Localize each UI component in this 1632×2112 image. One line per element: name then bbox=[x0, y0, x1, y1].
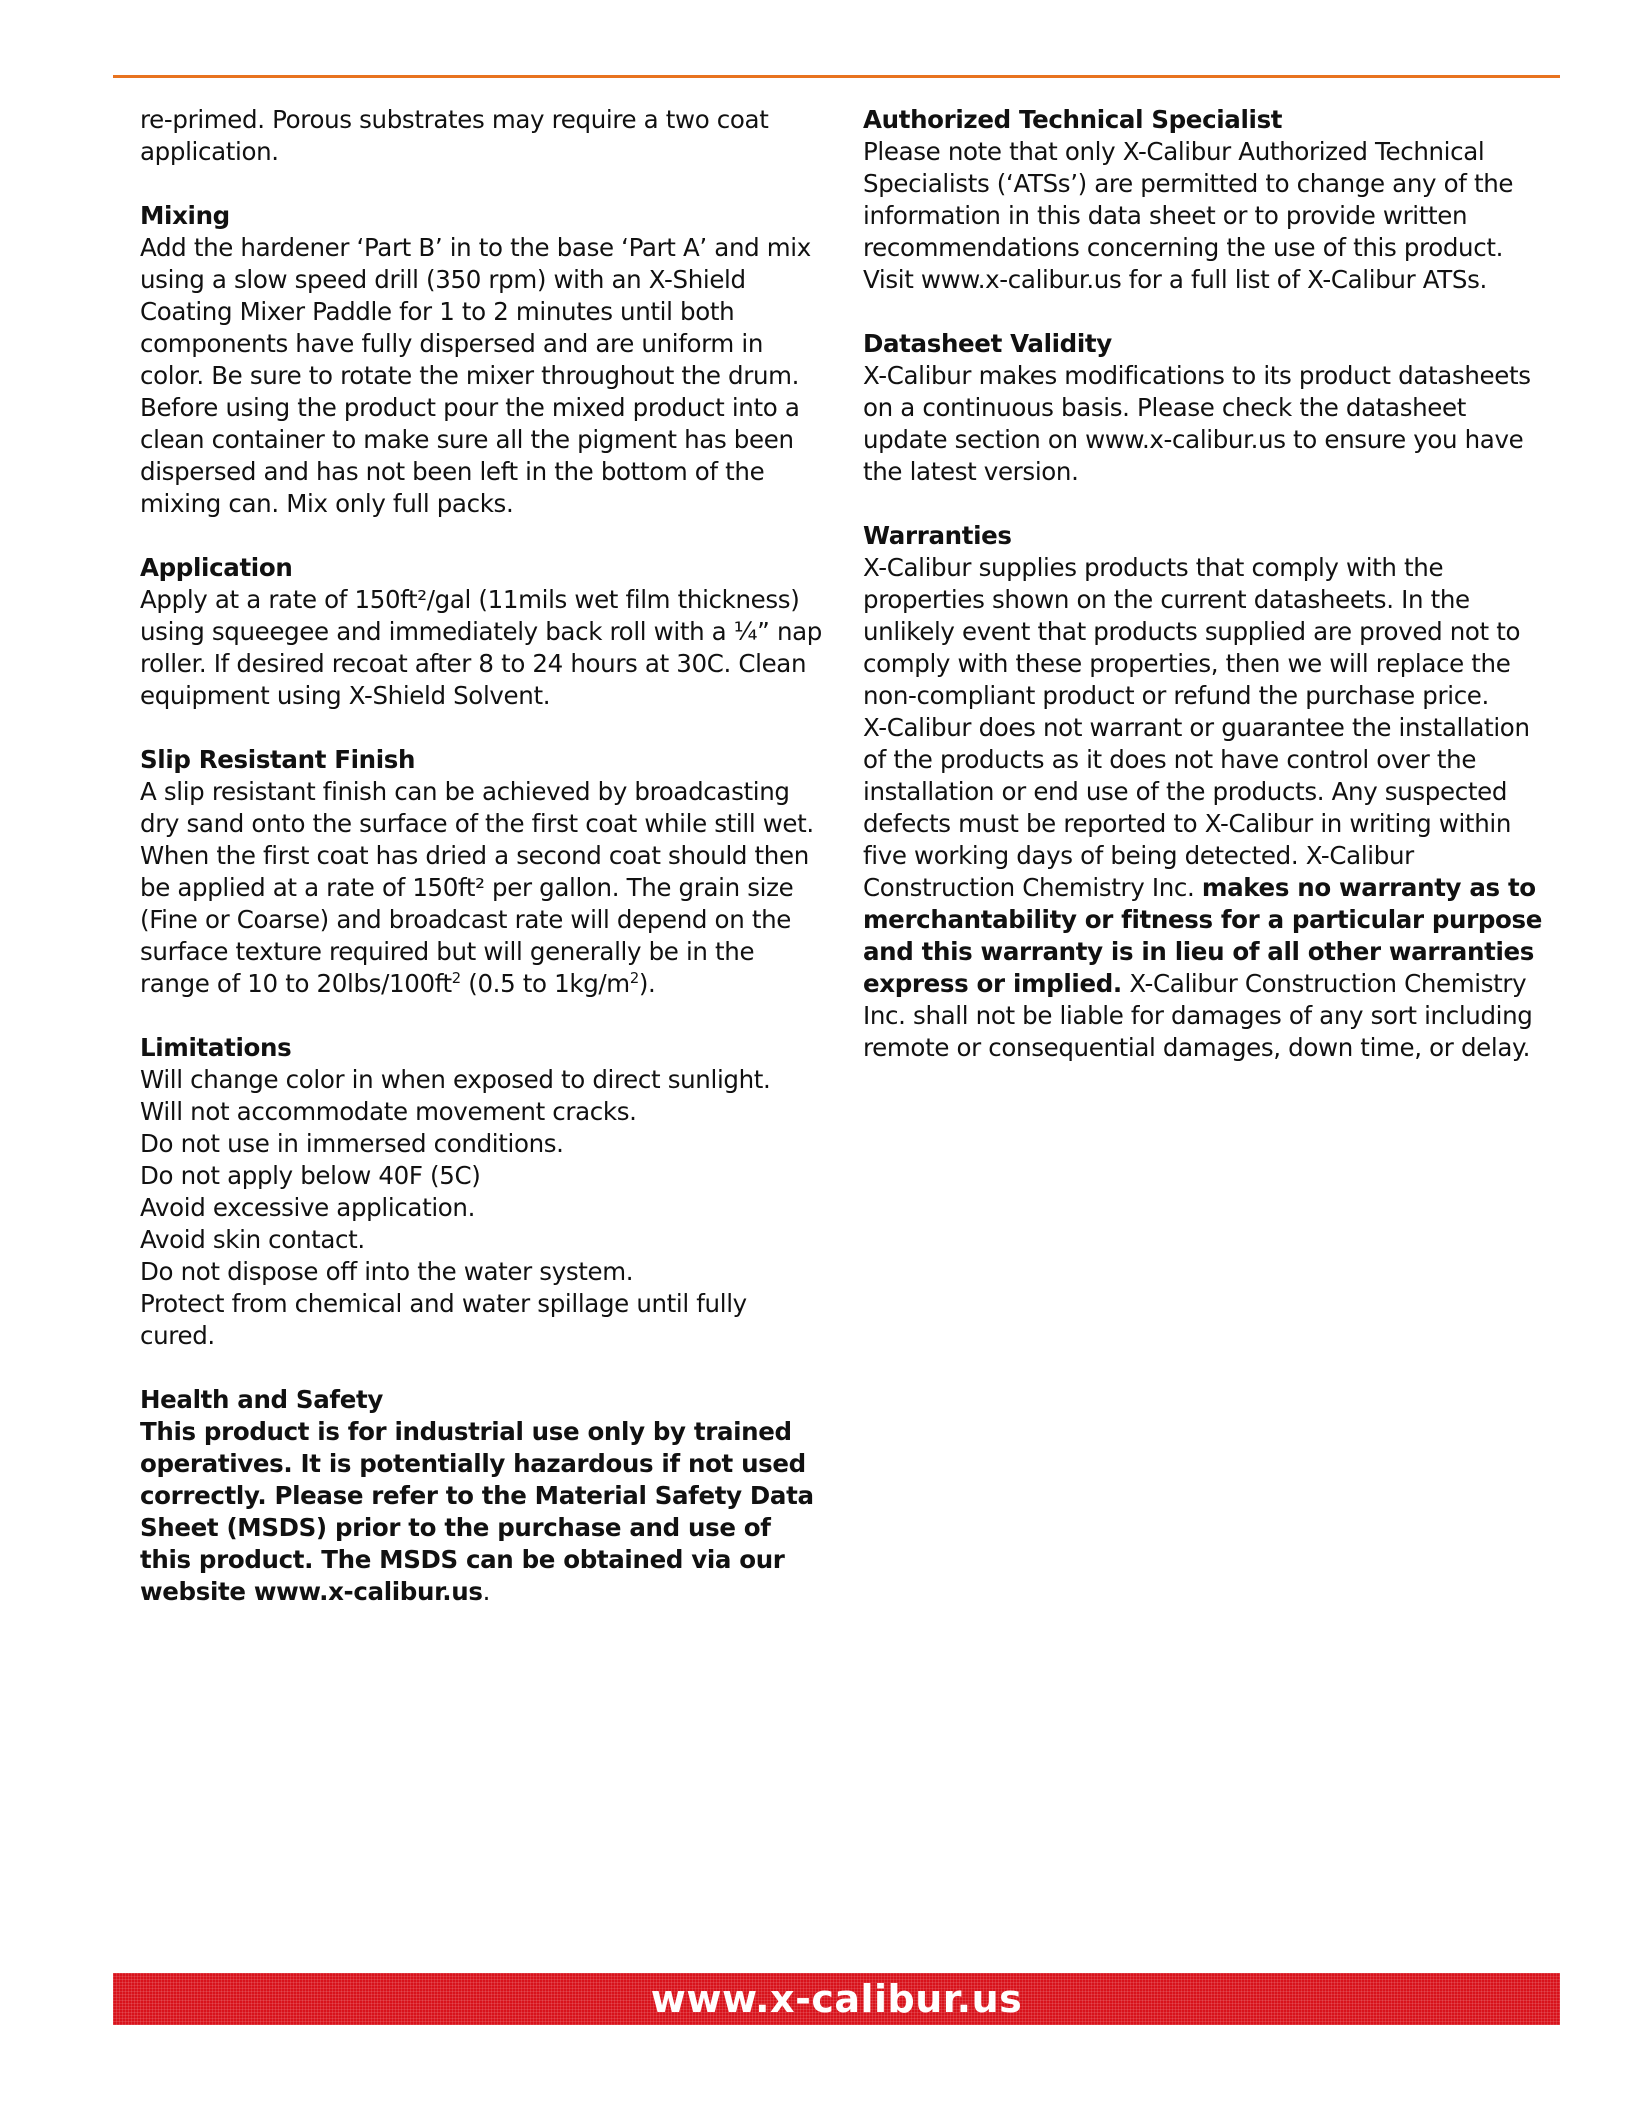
text-fragment: . bbox=[482, 1577, 491, 1606]
text-line-mixed bbox=[863, 968, 1563, 1000]
text-line: information in this data sheet or to provide written bbox=[863, 201, 1468, 230]
text-line-mixed bbox=[140, 1576, 820, 1608]
text-line: cured. bbox=[140, 1321, 215, 1350]
text-line: the latest version. bbox=[863, 457, 1079, 486]
text-line: Coating Mixer Paddle for 1 to 2 minutes until both bbox=[140, 297, 735, 326]
section-heading: Limitations bbox=[140, 1033, 292, 1062]
text-line: Sheet (MSDS) prior to the purchase and use of bbox=[140, 1513, 771, 1542]
text-line: of the products as it does not have control over the bbox=[863, 745, 1477, 774]
intro-section bbox=[140, 104, 820, 168]
text-fragment: express or implied. bbox=[863, 969, 1122, 998]
website-link[interactable]: website www.x-calibur.us bbox=[140, 1577, 483, 1606]
text-line: on a continuous basis. Please check the datasheet bbox=[863, 393, 1466, 422]
text-line: Apply at a rate of 150ft²/gal (11mils wet film thickness) bbox=[140, 585, 800, 614]
text-line: remote or consequential damages, down time, or delay. bbox=[863, 1033, 1531, 1062]
health-safety-section bbox=[140, 1384, 820, 1608]
text-line-mixed bbox=[863, 872, 1563, 904]
text-line: Please note that only X-Calibur Authorized Technical bbox=[863, 137, 1485, 166]
text-line: using a slow speed drill (350 rpm) with an X-Shield bbox=[140, 265, 746, 294]
text-fragment: (0.5 to 1kg/m bbox=[460, 969, 630, 998]
text-line-with-units bbox=[140, 968, 820, 1000]
text-line: this product. The MSDS can be obtained via our bbox=[140, 1545, 785, 1574]
text-line: defects must be reported to X-Calibur in writing within bbox=[863, 809, 1512, 838]
text-line: update section on www.x-calibur.us to ensure you have bbox=[863, 425, 1524, 454]
limitations-section bbox=[140, 1032, 820, 1352]
text-line: roller. If desired recoat after 8 to 24 hours at 30C. Clean bbox=[140, 649, 807, 678]
header-rule bbox=[113, 75, 1560, 78]
text-line: Protect from chemical and water spillage until fully bbox=[140, 1289, 747, 1318]
text-line: Visit www.x-calibur.us for a full list of X-Calibur ATSs. bbox=[863, 265, 1487, 294]
text-line: be applied at a rate of 150ft² per gallon. The grain size bbox=[140, 873, 794, 902]
section-heading: Health and Safety bbox=[140, 1385, 383, 1414]
text-line: A slip resistant finish can be achieved by broadcasting bbox=[140, 777, 790, 806]
text-line: recommendations concerning the use of this product. bbox=[863, 233, 1504, 262]
text-line: dry sand onto the surface of the first coat while still wet. bbox=[140, 809, 814, 838]
section-heading: Mixing bbox=[140, 201, 230, 230]
superscript: 2 bbox=[629, 969, 639, 987]
text-line: mixing can. Mix only full packs. bbox=[140, 489, 514, 518]
text-line: merchantability or fitness for a particular purpose bbox=[863, 905, 1543, 934]
application-section bbox=[140, 552, 823, 712]
warranties-section bbox=[863, 520, 1563, 1064]
text-line: Inc. shall not be liable for damages of any sort including bbox=[863, 1001, 1533, 1030]
text-line: application. bbox=[140, 137, 279, 166]
slip-resistant-section bbox=[140, 744, 820, 1000]
text-fragment: Construction Chemistry Inc. bbox=[863, 873, 1202, 902]
text-line: using squeegee and immediately back roll with a ¼” nap bbox=[140, 617, 823, 646]
section-heading: Slip Resistant Finish bbox=[140, 745, 416, 774]
text-line: and this warranty is in lieu of all other warranties bbox=[863, 937, 1534, 966]
text-line: operatives. It is potentially hazardous if not used bbox=[140, 1449, 806, 1478]
text-fragment: ). bbox=[638, 969, 656, 998]
right-column bbox=[863, 104, 1563, 1096]
text-fragment: X-Calibur Construction Chemistry bbox=[1121, 969, 1527, 998]
text-line: components have fully dispersed and are uniform in bbox=[140, 329, 764, 358]
text-line: This product is for industrial use only by trained bbox=[140, 1417, 792, 1446]
text-line: non-compliant product or refund the purchase price. bbox=[863, 681, 1489, 710]
text-line: dispersed and has not been left in the bottom of the bbox=[140, 457, 765, 486]
text-line: When the first coat has dried a second coat should then bbox=[140, 841, 809, 870]
text-line: clean container to make sure all the pigment has been bbox=[140, 425, 794, 454]
text-line: Do not dispose off into the water system. bbox=[140, 1257, 634, 1286]
text-line: comply with these properties, then we will replace the bbox=[863, 649, 1511, 678]
text-line: Specialists (‘ATSs’) are permitted to change any of the bbox=[863, 169, 1514, 198]
superscript: 2 bbox=[451, 969, 461, 987]
text-line: installation or end use of the products. Any suspected bbox=[863, 777, 1508, 806]
text-line: color. Be sure to rotate the mixer throughout the drum. bbox=[140, 361, 800, 390]
text-line: Avoid excessive application. bbox=[140, 1193, 476, 1222]
text-line: surface texture required but will generally be in the bbox=[140, 937, 755, 966]
section-heading: Authorized Technical Specialist bbox=[863, 105, 1283, 134]
text-line: Will not accommodate movement cracks. bbox=[140, 1097, 637, 1126]
text-line: X-Calibur does not warrant or guarantee the installation bbox=[863, 713, 1530, 742]
text-fragment: range of 10 to 20lbs/100ft bbox=[140, 969, 452, 998]
text-line: X-Calibur supplies products that comply with the bbox=[863, 553, 1444, 582]
footer-website-link[interactable]: www.x-calibur.us bbox=[650, 1977, 1023, 2021]
text-line: Avoid skin contact. bbox=[140, 1225, 365, 1254]
text-line: Add the hardener ‘Part B’ in to the base ‘Part A’ and mix bbox=[140, 233, 811, 262]
footer-bar bbox=[113, 1973, 1560, 2025]
section-heading: Warranties bbox=[863, 521, 1012, 550]
text-line: correctly. Please refer to the Material Safety Data bbox=[140, 1481, 814, 1510]
text-line: unlikely event that products supplied are proved not to bbox=[863, 617, 1521, 646]
mixing-section bbox=[140, 200, 820, 520]
section-heading: Application bbox=[140, 553, 293, 582]
text-fragment: makes no warranty as to bbox=[1201, 873, 1536, 902]
section-heading: Datasheet Validity bbox=[863, 329, 1112, 358]
text-line: X-Calibur makes modifications to its product datasheets bbox=[863, 361, 1531, 390]
validity-section bbox=[863, 328, 1563, 488]
left-column bbox=[140, 104, 823, 1640]
text-line: Do not apply below 40F (5C) bbox=[140, 1161, 481, 1190]
text-line: (Fine or Coarse) and broadcast rate will depend on the bbox=[140, 905, 791, 934]
text-line: equipment using X-Shield Solvent. bbox=[140, 681, 551, 710]
text-line: re-primed. Porous substrates may require a two coat bbox=[140, 105, 769, 134]
text-line: Do not use in immersed conditions. bbox=[140, 1129, 564, 1158]
text-line: properties shown on the current datasheets. In the bbox=[863, 585, 1470, 614]
text-line: Before using the product pour the mixed product into a bbox=[140, 393, 800, 422]
ats-section bbox=[863, 104, 1563, 296]
text-line: five working days of being detected. X-Calibur bbox=[863, 841, 1414, 870]
text-line: Will change color in when exposed to direct sunlight. bbox=[140, 1065, 771, 1094]
